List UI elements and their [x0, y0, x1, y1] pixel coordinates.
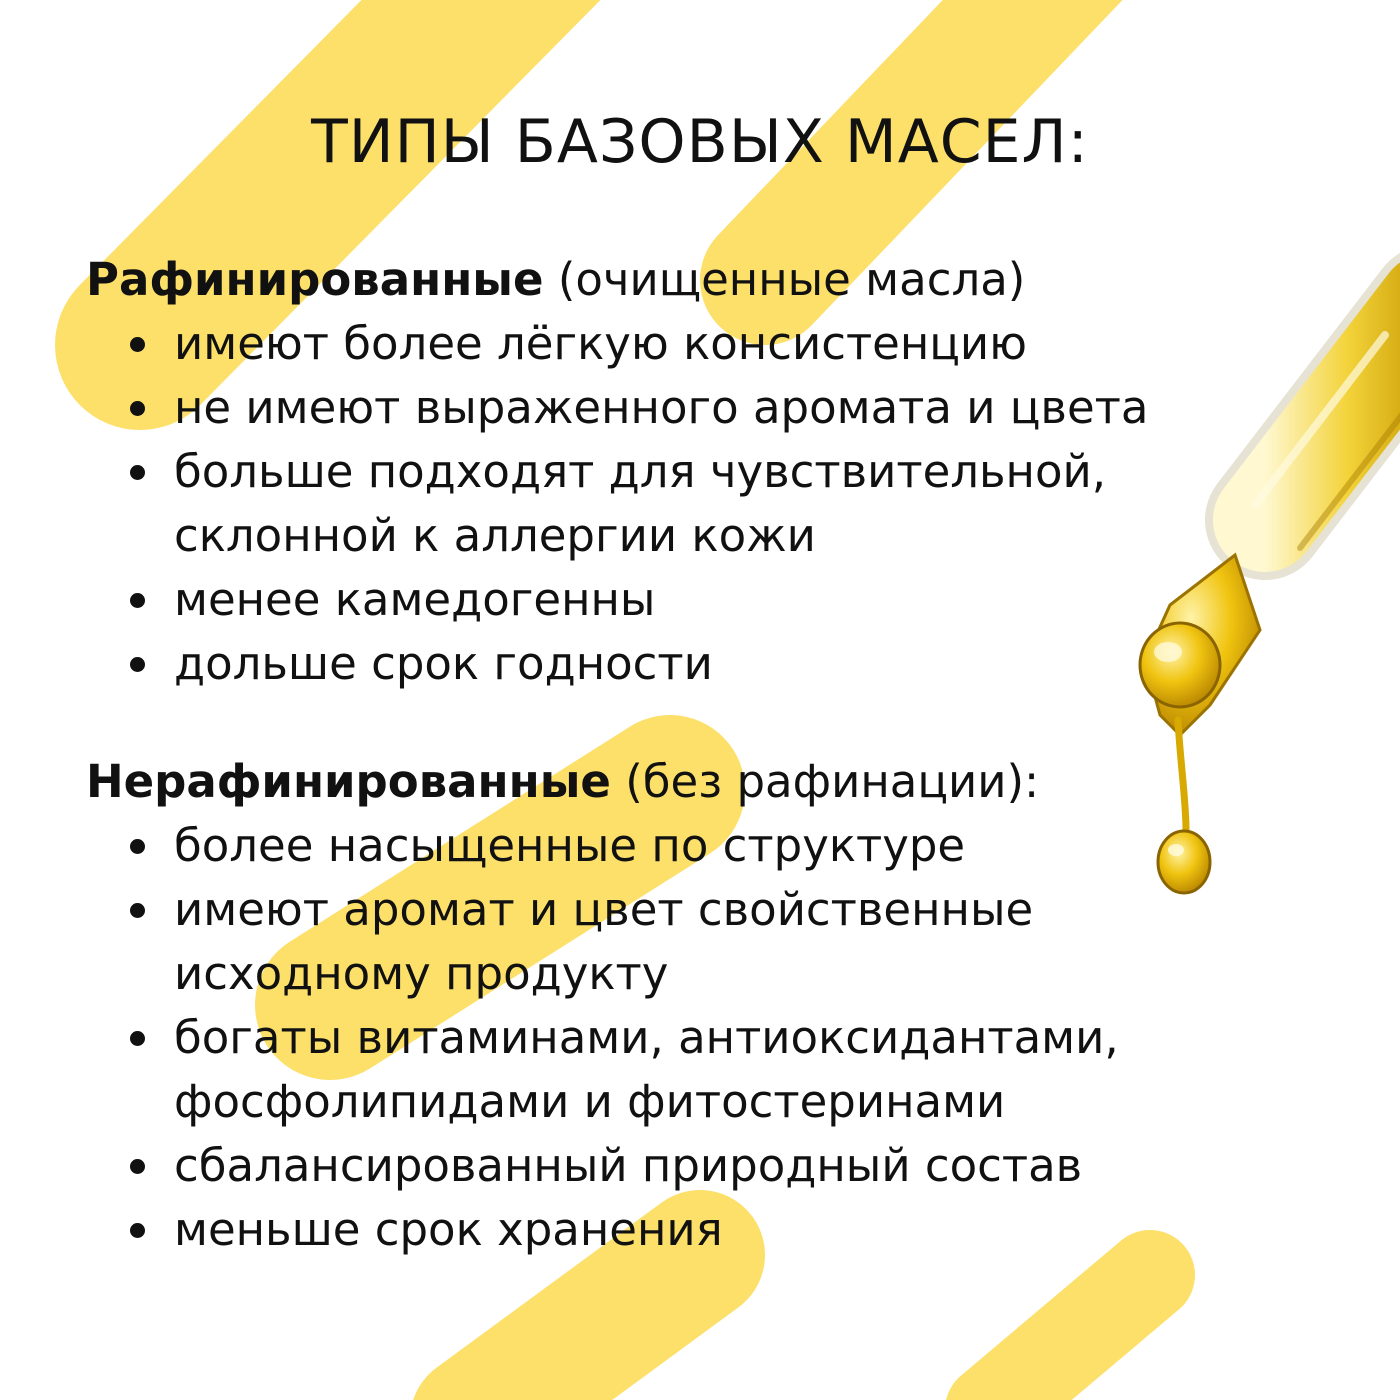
list-item	[174, 878, 1376, 1006]
unrefined-list	[86, 814, 1376, 1262]
bullet-icon	[130, 593, 145, 608]
list-item	[174, 1006, 1376, 1134]
refined-section	[86, 248, 1376, 696]
list-item-text: исходному продукту	[174, 947, 669, 1000]
list-item-text: имеют более лёгкую консистенцию	[174, 317, 1028, 370]
list-item-text: сбалансированный природный состав	[174, 1139, 1083, 1192]
unrefined-heading-label: Нерафинированные	[86, 755, 611, 808]
list-item-text: богаты витаминами, антиоксидантами,	[174, 1011, 1119, 1064]
list-item-text: меньше срок хранения	[174, 1203, 723, 1256]
list-item	[174, 440, 1376, 568]
list-item	[174, 1198, 1376, 1262]
list-item	[174, 376, 1376, 440]
bullet-icon	[130, 903, 145, 918]
list-item-text: менее камедогенны	[174, 573, 656, 626]
list-item	[174, 632, 1376, 696]
bullet-icon	[130, 1223, 145, 1238]
bullet-icon	[130, 337, 145, 352]
list-item	[174, 814, 1376, 878]
list-item-text: дольше срок годности	[174, 637, 713, 690]
bullet-icon	[130, 1159, 145, 1174]
list-item-text: не имеют выраженного аромата и цвета	[174, 381, 1149, 434]
refined-heading-label: Рафинированные	[86, 253, 544, 306]
bullet-icon	[130, 657, 145, 672]
list-item-text: имеют аромат и цвет свойственные	[174, 883, 1034, 936]
bullet-icon	[130, 401, 145, 416]
refined-heading-note: (очищенные масла)	[543, 253, 1026, 306]
bullet-icon	[130, 839, 145, 854]
refined-list	[86, 312, 1376, 696]
list-item-text: фосфолипидами и фитостеринами	[174, 1075, 1006, 1128]
list-item	[174, 312, 1376, 376]
list-item-text: больше подходят для чувствительной,	[174, 445, 1107, 498]
list-item	[174, 568, 1376, 632]
page-title: ТИПЫ БАЗОВЫХ МАСЕЛ:	[311, 107, 1089, 177]
refined-heading	[86, 248, 1376, 312]
bullet-icon	[130, 1031, 145, 1046]
list-item-text: более насыщенные по структуре	[174, 819, 966, 872]
list-item-text: склонной к аллергии кожи	[174, 509, 816, 562]
bullet-icon	[130, 465, 145, 480]
list-item	[174, 1134, 1376, 1198]
unrefined-heading	[86, 750, 1376, 814]
unrefined-section	[86, 750, 1376, 1262]
unrefined-heading-note: (без рафинации):	[610, 755, 1040, 808]
